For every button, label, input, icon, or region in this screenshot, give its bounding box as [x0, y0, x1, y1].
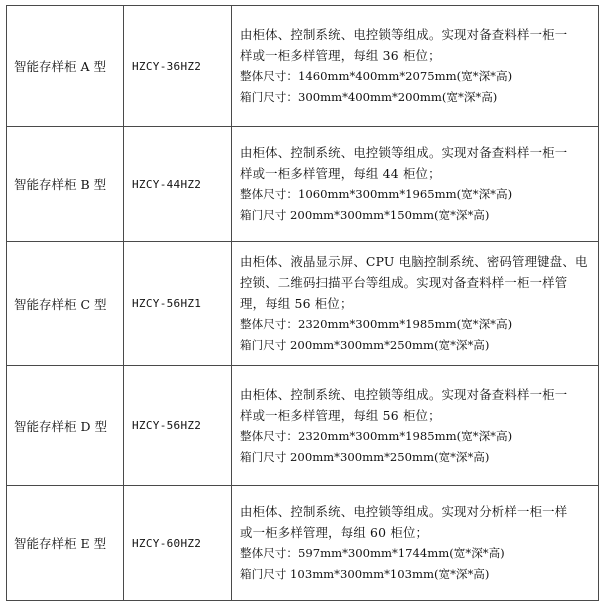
description-line: 由柜体、控制系统、电控锁等组成。实现对备查料样一柜一 — [240, 145, 568, 160]
model-number-cell: HZCY-44HZ2 — [124, 127, 232, 242]
door-size-line: 箱门尺寸 200mm*300mm*250mm(宽*深*高) — [240, 338, 490, 352]
description-line: 由柜体、控制系统、电控锁等组成。实现对备查料样一柜一 — [240, 386, 568, 402]
door-size-line: 箱门尺寸 200mm*300mm*250mm(宽*深*高) — [240, 449, 490, 464]
description-line: 或一柜多样管理，每组 60 柜位； — [240, 525, 429, 540]
description-cell — [232, 127, 599, 242]
overall-size-line: 整体尺寸：2320mm*300mm*1985mm(宽*深*高) — [240, 428, 513, 443]
overall-size-line: 整体尺寸：597mm*300mm*1744mm(宽*深*高) — [240, 546, 505, 560]
description-line: 由柜体、控制系统、电控锁等组成。实现对分析样一柜一样 — [240, 504, 568, 519]
description-line: 控锁、二维码扫描平台等组成。实现对备查料样一柜一样管 — [240, 275, 568, 290]
overall-size-line: 整体尺寸：2320mm*300mm*1985mm(宽*深*高) — [240, 317, 513, 331]
product-name-cell: 智能存样柜 A 型 — [7, 6, 124, 127]
model-number-cell: HZCY-36HZ2 — [124, 6, 232, 127]
model-number-cell: HZCY-56HZ2 — [124, 366, 232, 486]
model-number-cell: HZCY-56HZ1 — [124, 242, 232, 366]
description-cell — [232, 6, 599, 127]
table-row — [7, 486, 599, 601]
product-name-cell: 智能存样柜 B 型 — [7, 127, 124, 242]
description-line: 样或一柜多样管理，每组 44 柜位； — [240, 166, 441, 181]
table-row — [7, 242, 599, 366]
description-line: 理，每组 56 柜位； — [240, 296, 353, 311]
description-cell — [232, 242, 599, 366]
model-number-cell: HZCY-60HZ2 — [124, 486, 232, 601]
table-row — [7, 127, 599, 242]
table-row — [7, 6, 599, 127]
door-size-line: 箱门尺寸 200mm*300mm*150mm(宽*深*高) — [240, 208, 490, 222]
product-name-cell: 智能存样柜 E 型 — [7, 486, 124, 601]
product-name-cell: 智能存样柜 C 型 — [7, 242, 124, 366]
door-size-line: 箱门尺寸：300mm*400mm*200mm(宽*深*高) — [240, 90, 498, 104]
description-cell — [232, 366, 599, 486]
door-size-line: 箱门尺寸 103mm*300mm*103mm(宽*深*高) — [240, 567, 490, 581]
description-line: 由柜体、控制系统、电控锁等组成。实现对备查料样一柜一 — [240, 27, 568, 42]
description-cell — [232, 486, 599, 601]
spec-table — [6, 5, 599, 601]
overall-size-line: 整体尺寸：1060mm*300mm*1965mm(宽*深*高) — [240, 187, 513, 201]
product-name-cell: 智能存样柜 D 型 — [7, 366, 124, 486]
table-row — [7, 366, 599, 486]
description-line: 样或一柜多样管理，每组 56 柜位； — [240, 407, 441, 423]
description-line: 由柜体、液晶显示屏、CPU 电脑控制系统、密码管理键盘、电 — [240, 254, 588, 269]
description-line: 样或一柜多样管理，每组 36 柜位； — [240, 48, 441, 63]
overall-size-line: 整体尺寸：1460mm*400mm*2075mm(宽*深*高) — [240, 69, 513, 83]
